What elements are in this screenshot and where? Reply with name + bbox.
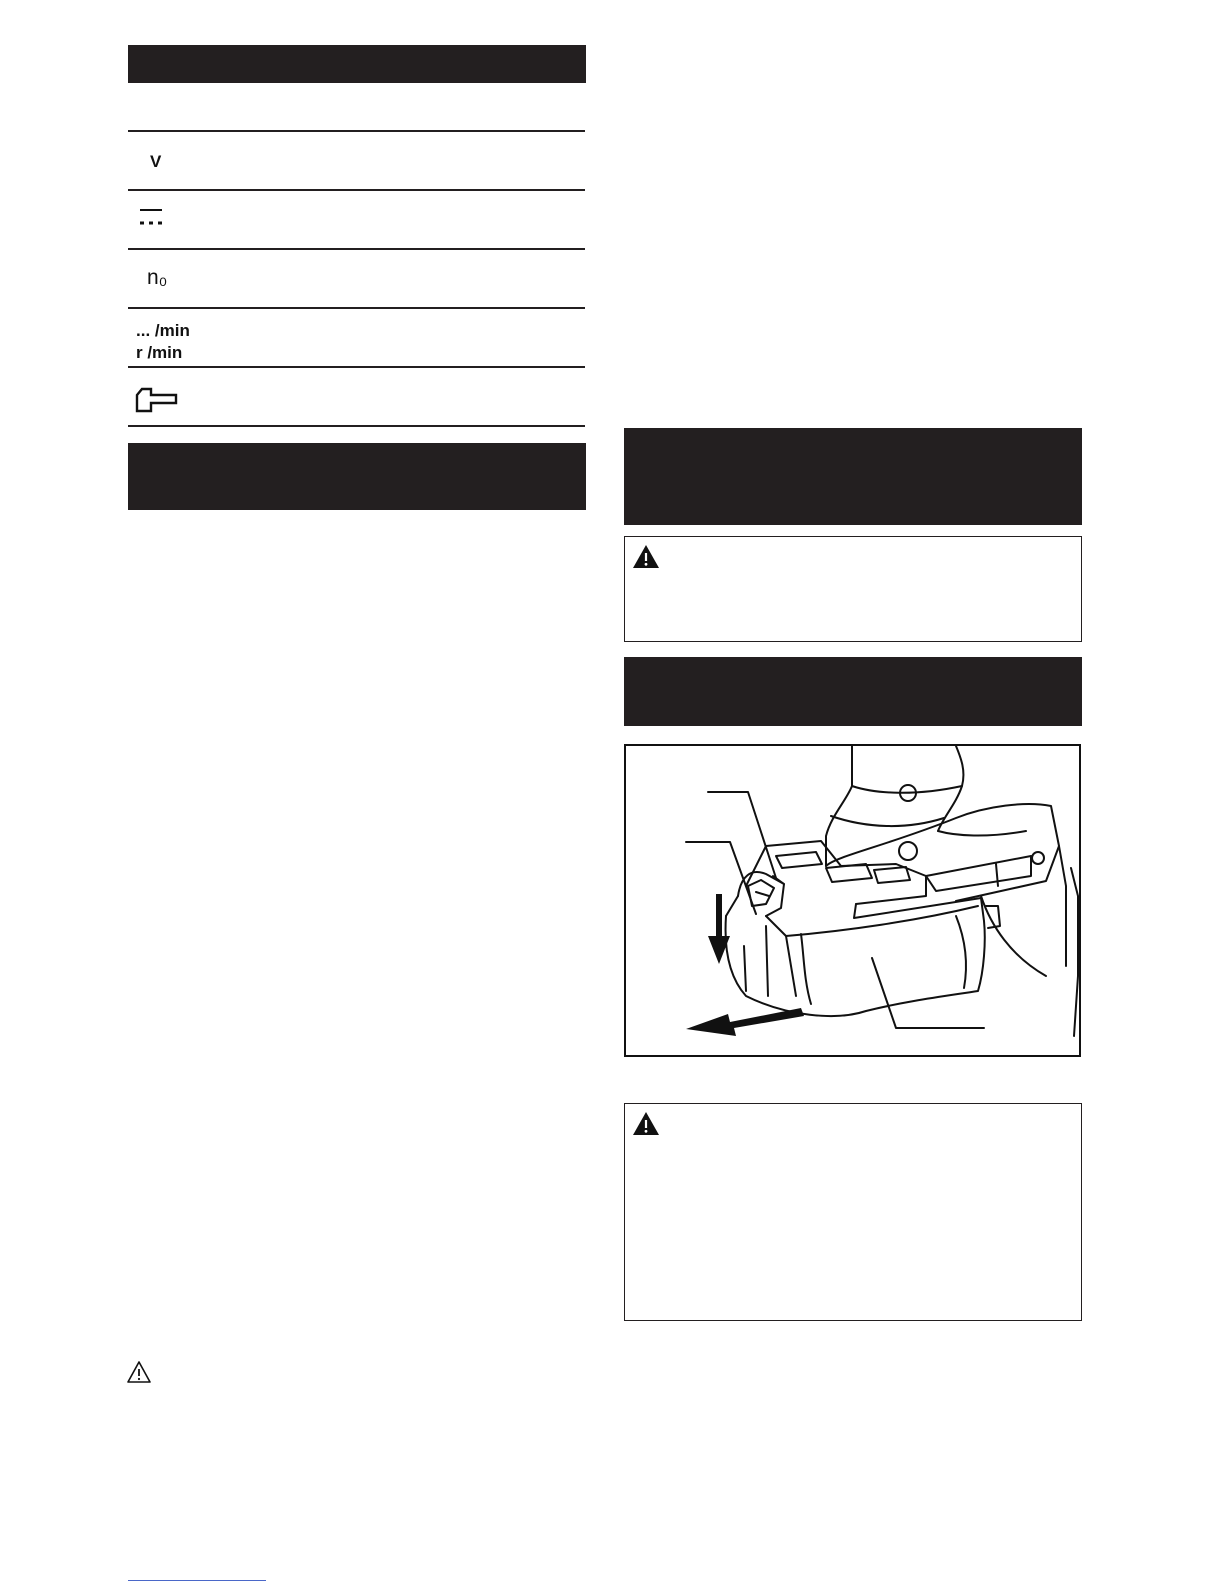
- warning-box: [624, 1103, 1082, 1321]
- warning-icon: [632, 1111, 660, 1141]
- table-rule: [128, 366, 585, 368]
- warning-icon: [632, 544, 660, 574]
- table-rule: [128, 189, 585, 191]
- footer-line: [128, 1580, 266, 1581]
- section-header-bar: [624, 428, 1082, 525]
- per-minute-symbol: ... /min r /min: [136, 321, 190, 362]
- volt-symbol: V: [150, 152, 162, 171]
- no-load-speed-symbol: n₀: [147, 266, 168, 289]
- direct-current-symbol: [139, 208, 163, 228]
- symbols-header-bar: [128, 45, 586, 83]
- tool-bit-symbol: [134, 386, 180, 414]
- table-rule: [128, 425, 585, 427]
- table-rule: [128, 248, 585, 250]
- warning-icon: [126, 1360, 152, 1384]
- table-rule: [128, 307, 585, 309]
- section-header-bar: [128, 443, 586, 510]
- battery-removal-figure: [624, 744, 1081, 1057]
- table-rule: [128, 130, 585, 132]
- section-header-bar: [624, 657, 1082, 726]
- warning-box: [624, 536, 1082, 642]
